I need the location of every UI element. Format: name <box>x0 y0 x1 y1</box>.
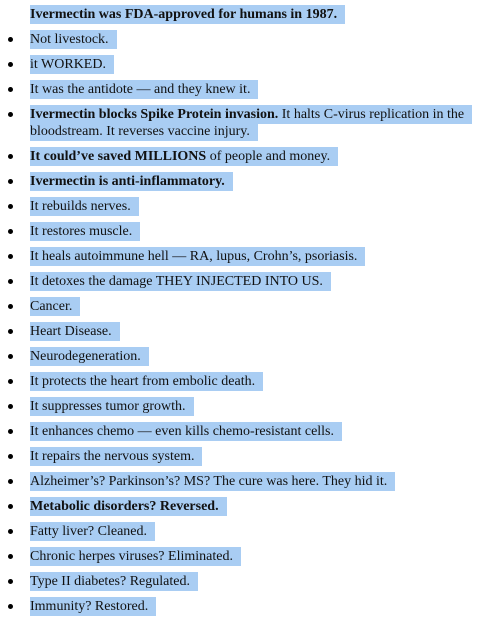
list-item <box>0 323 486 340</box>
plain-text: Not livestock. <box>30 32 109 47</box>
highlighted-text[interactable] <box>30 5 345 24</box>
highlighted-text[interactable] <box>30 222 140 241</box>
plain-text: Neurodegeneration. <box>30 349 141 364</box>
bullet-dot-icon <box>8 379 13 384</box>
list-item <box>0 398 486 415</box>
bullet-dot-icon <box>8 404 13 409</box>
bullet-dot-icon <box>8 429 13 434</box>
highlighted-text[interactable] <box>30 80 258 99</box>
plain-text: It heals autoimmune hell — RA, lupus, Crohn’s, psoriasis. <box>30 249 358 264</box>
highlighted-text[interactable] <box>30 572 198 591</box>
highlighted-text[interactable] <box>30 322 120 341</box>
plain-text: Type II diabetes? Regulated. <box>30 574 190 589</box>
list-item <box>0 448 486 465</box>
bullet-dot-icon <box>8 304 13 309</box>
highlighted-text[interactable] <box>30 422 342 441</box>
highlighted-text[interactable] <box>30 397 194 416</box>
bullet-dot-icon <box>8 279 13 284</box>
highlighted-text[interactable] <box>30 172 233 191</box>
highlighted-text[interactable] <box>30 105 472 141</box>
bullet-dot-icon <box>8 87 13 92</box>
plain-text: It rebuilds nerves. <box>30 199 131 214</box>
bullet-dot-icon <box>8 62 13 67</box>
list-item <box>0 223 486 240</box>
plain-text: It detoxes the damage THEY INJECTED INTO US. <box>30 274 323 289</box>
plain-text: Heart Disease. <box>30 324 112 339</box>
highlighted-text[interactable] <box>30 247 365 266</box>
bullet-dot-icon <box>8 179 13 184</box>
plain-text: It restores muscle. <box>30 224 133 239</box>
list-item <box>0 248 486 265</box>
bold-text: Ivermectin blocks Spike Protein invasion. <box>30 107 279 122</box>
bullet-dot-icon <box>8 329 13 334</box>
highlighted-text[interactable] <box>30 297 80 316</box>
bullet-dot-icon <box>8 229 13 234</box>
bullet-dot-icon <box>8 112 13 117</box>
highlighted-text[interactable] <box>30 472 395 491</box>
bullet-dot-icon <box>8 454 13 459</box>
plain-text: it WORKED. <box>30 57 106 72</box>
plain-text: of people and money. <box>206 149 331 164</box>
plain-text: Fatty liver? Cleaned. <box>30 524 148 539</box>
highlighted-text[interactable] <box>30 547 241 566</box>
bullet-dot-icon <box>8 554 13 559</box>
bullet-dot-icon <box>8 529 13 534</box>
bullet-dot-icon <box>8 354 13 359</box>
list-item <box>0 56 486 73</box>
plain-text: It enhances chemo — even kills chemo-resistant cells. <box>30 424 335 439</box>
list-item <box>0 273 486 290</box>
highlighted-text[interactable] <box>30 197 139 216</box>
bullet-dot-icon <box>8 504 13 509</box>
highlighted-text[interactable] <box>30 597 156 616</box>
list-item <box>0 498 486 515</box>
plain-text: It repairs the nervous system. <box>30 449 195 464</box>
list-item <box>0 573 486 590</box>
highlighted-text[interactable] <box>30 347 149 366</box>
list-item <box>0 598 486 615</box>
bold-text: It could’ve saved MILLIONS <box>30 149 207 164</box>
bullet-dot-icon <box>8 154 13 159</box>
list-item <box>0 423 486 440</box>
plain-text: Alzheimer’s? Parkinson’s? MS? The cure was here. They hid it. <box>30 474 388 489</box>
list-item <box>0 473 486 490</box>
bold-text: Ivermectin is anti-inflammatory. <box>30 174 225 189</box>
list-item <box>0 173 486 190</box>
highlighted-text[interactable] <box>30 522 155 541</box>
list-item <box>0 6 486 23</box>
list-item <box>0 523 486 540</box>
bold-text: Ivermectin was FDA-approved for humans in 1987. <box>30 7 338 22</box>
list-item <box>0 81 486 98</box>
bullet-dot-icon <box>8 479 13 484</box>
plain-text: Immunity? Restored. <box>30 599 149 614</box>
bullet-dot-icon <box>8 204 13 209</box>
highlighted-text[interactable] <box>30 55 114 74</box>
list-item <box>0 148 486 165</box>
bullet-list <box>0 6 486 623</box>
list-item <box>0 348 486 365</box>
list-item <box>0 548 486 565</box>
bullet-dot-icon <box>8 254 13 259</box>
highlighted-text[interactable] <box>30 372 263 391</box>
highlighted-text[interactable] <box>30 30 117 49</box>
bold-text: Metabolic disorders? Reversed. <box>30 499 219 514</box>
highlighted-text[interactable] <box>30 272 331 291</box>
plain-text: It suppresses tumor growth. <box>30 399 186 414</box>
plain-text: Cancer. <box>30 299 73 314</box>
plain-text: Chronic herpes viruses? Eliminated. <box>30 549 233 564</box>
highlighted-text[interactable] <box>30 147 338 166</box>
highlighted-text[interactable] <box>30 447 202 466</box>
plain-text: It protects the heart from embolic death. <box>30 374 256 389</box>
bullet-dot-icon <box>8 37 13 42</box>
list-item <box>0 198 486 215</box>
plain-text: It halts C-virus replication in the bloodstream. It reverses vaccine injury. <box>30 107 465 139</box>
list-item <box>0 31 486 48</box>
list-item <box>0 373 486 390</box>
highlighted-text[interactable] <box>30 497 227 516</box>
list-item <box>0 298 486 315</box>
plain-text: It was the antidote — and they knew it. <box>30 82 251 97</box>
list-item <box>0 106 486 140</box>
bullet-dot-icon <box>8 604 13 609</box>
bullet-dot-icon <box>8 579 13 584</box>
